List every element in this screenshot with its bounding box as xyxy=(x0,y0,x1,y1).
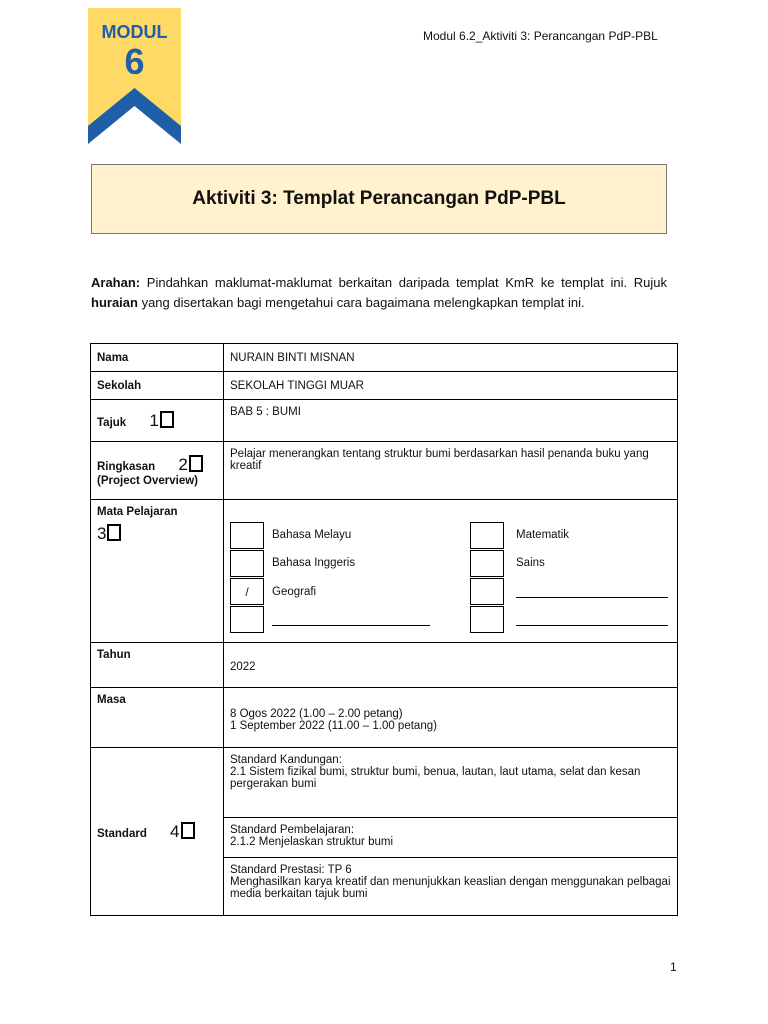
label-project-overview: (Project Overview) xyxy=(97,474,198,487)
row-sekolah xyxy=(91,372,678,400)
square-icon xyxy=(160,411,174,428)
label-tajuk: Tajuk xyxy=(97,416,127,429)
square-icon xyxy=(189,455,203,472)
label-mata-cell xyxy=(91,500,224,643)
standard-number-marker: 4 xyxy=(170,822,194,841)
subject-sains: Sains xyxy=(516,557,545,569)
logo-text-modul: MODUL xyxy=(101,22,168,42)
checkbox-sains[interactable] xyxy=(470,550,504,577)
subject-geografi: Geografi xyxy=(272,586,317,598)
value-tajuk: BAB 5 : BUMI xyxy=(224,400,678,442)
square-icon xyxy=(181,822,195,839)
row-tahun xyxy=(91,643,678,688)
label-ringkasan: Ringkasan xyxy=(97,460,156,473)
subject-matematik: Matematik xyxy=(516,529,570,541)
standard-prestasi-title: Standard Prestasi: TP 6 xyxy=(230,864,352,876)
page-number: 1 xyxy=(670,960,677,974)
standard-kandungan-title: Standard Kandungan: xyxy=(230,754,342,766)
value-masa-line2: 1 September 2022 (11.00 – 1.00 petang) xyxy=(230,720,437,732)
standard-kandungan-cell xyxy=(224,748,678,818)
blank-line-right-1[interactable] xyxy=(516,596,668,598)
row-tajuk xyxy=(91,400,678,442)
subject-checklist xyxy=(224,500,678,643)
label-sekolah: Sekolah xyxy=(91,372,224,400)
square-icon xyxy=(107,524,121,541)
checkbox-left-blank[interactable] xyxy=(230,606,264,633)
value-masa-line1: 8 Ogos 2022 (1.00 – 2.00 petang) xyxy=(230,708,403,720)
value-masa-cell xyxy=(224,688,678,748)
page-header: Modul 6.2_Aktiviti 3: Perancangan PdP-PBL xyxy=(423,29,658,43)
value-tahun-cell xyxy=(224,643,678,688)
standard-prestasi-value: Menghasilkan karya kreatif dan menunjukkan keaslian dengan menggunakan pelbagai media berkaitan tajuk bumi xyxy=(230,876,671,900)
blank-line-left[interactable] xyxy=(272,624,430,626)
checkbox-matematik[interactable] xyxy=(470,522,504,549)
instructions-part2: yang disertakan bagi mengetahui cara bagaimana melengkapkan templat ini. xyxy=(137,295,585,310)
label-mata-pelajaran: Mata Pelajaran xyxy=(97,506,178,518)
title-box xyxy=(91,164,667,234)
checkbox-bahasa-inggeris[interactable] xyxy=(230,550,264,577)
label-nama: Nama xyxy=(91,344,224,372)
standard-prestasi-cell xyxy=(224,858,678,916)
label-masa: Masa xyxy=(91,688,224,748)
label-tahun: Tahun xyxy=(91,643,224,688)
instructions-lead: Arahan: xyxy=(91,275,141,290)
instructions-bold: huraian xyxy=(91,295,138,310)
value-tahun: 2022 xyxy=(230,661,256,673)
label-standard: Standard xyxy=(97,827,147,840)
row-nama xyxy=(91,344,678,372)
standard-kandungan-value: 2.1 Sistem fizikal bumi, struktur bumi, benua, lautan, laut utama, selat dan kesan pergerakan bumi xyxy=(230,766,641,790)
subject-bahasa-inggeris: Bahasa Inggeris xyxy=(272,557,356,569)
checkbox-right-blank-2[interactable] xyxy=(470,606,504,633)
checkbox-geografi[interactable]: / xyxy=(230,578,264,605)
label-ringkasan-cell xyxy=(91,442,224,500)
checkbox-right-blank-1[interactable] xyxy=(470,578,504,605)
standard-pembelajaran-title: Standard Pembelajaran: xyxy=(230,824,355,836)
logo-text-number: 6 xyxy=(124,41,145,82)
value-nama: NURAIN BINTI MISNAN xyxy=(224,344,678,372)
row-masa xyxy=(91,688,678,748)
row-ringkasan xyxy=(91,442,678,500)
page-title: Aktiviti 3: Templat Perancangan PdP-PBL xyxy=(192,188,566,209)
subject-bahasa-melayu: Bahasa Melayu xyxy=(272,529,352,541)
value-sekolah: SEKOLAH TINGGI MUAR xyxy=(224,372,678,400)
modul-logo xyxy=(88,8,181,144)
row-standard-kandungan xyxy=(91,748,678,818)
checkbox-bahasa-melayu[interactable] xyxy=(230,522,264,549)
planning-form-table xyxy=(90,343,678,916)
instructions-part1: Pindahkan maklumat-maklumat berkaitan daripada templat KmR ke templat ini. Rujuk xyxy=(140,275,667,290)
tajuk-number-marker: 1 xyxy=(149,411,173,430)
value-ringkasan: Pelajar menerangkan tentang struktur bumi berdasarkan hasil penanda buku yang kreatif xyxy=(224,442,678,500)
label-standard-cell xyxy=(91,748,224,916)
mata-number-marker: 3 xyxy=(97,524,121,544)
row-mata-pelajaran xyxy=(91,500,678,643)
standard-pembelajaran-cell xyxy=(224,818,678,858)
label-tajuk-cell xyxy=(91,400,224,442)
blank-line-right-2[interactable] xyxy=(516,624,668,626)
standard-pembelajaran-value: 2.1.2 Menjelaskan struktur bumi xyxy=(230,836,393,848)
instructions xyxy=(91,273,667,313)
ringkasan-number-marker: 2 xyxy=(178,455,202,474)
